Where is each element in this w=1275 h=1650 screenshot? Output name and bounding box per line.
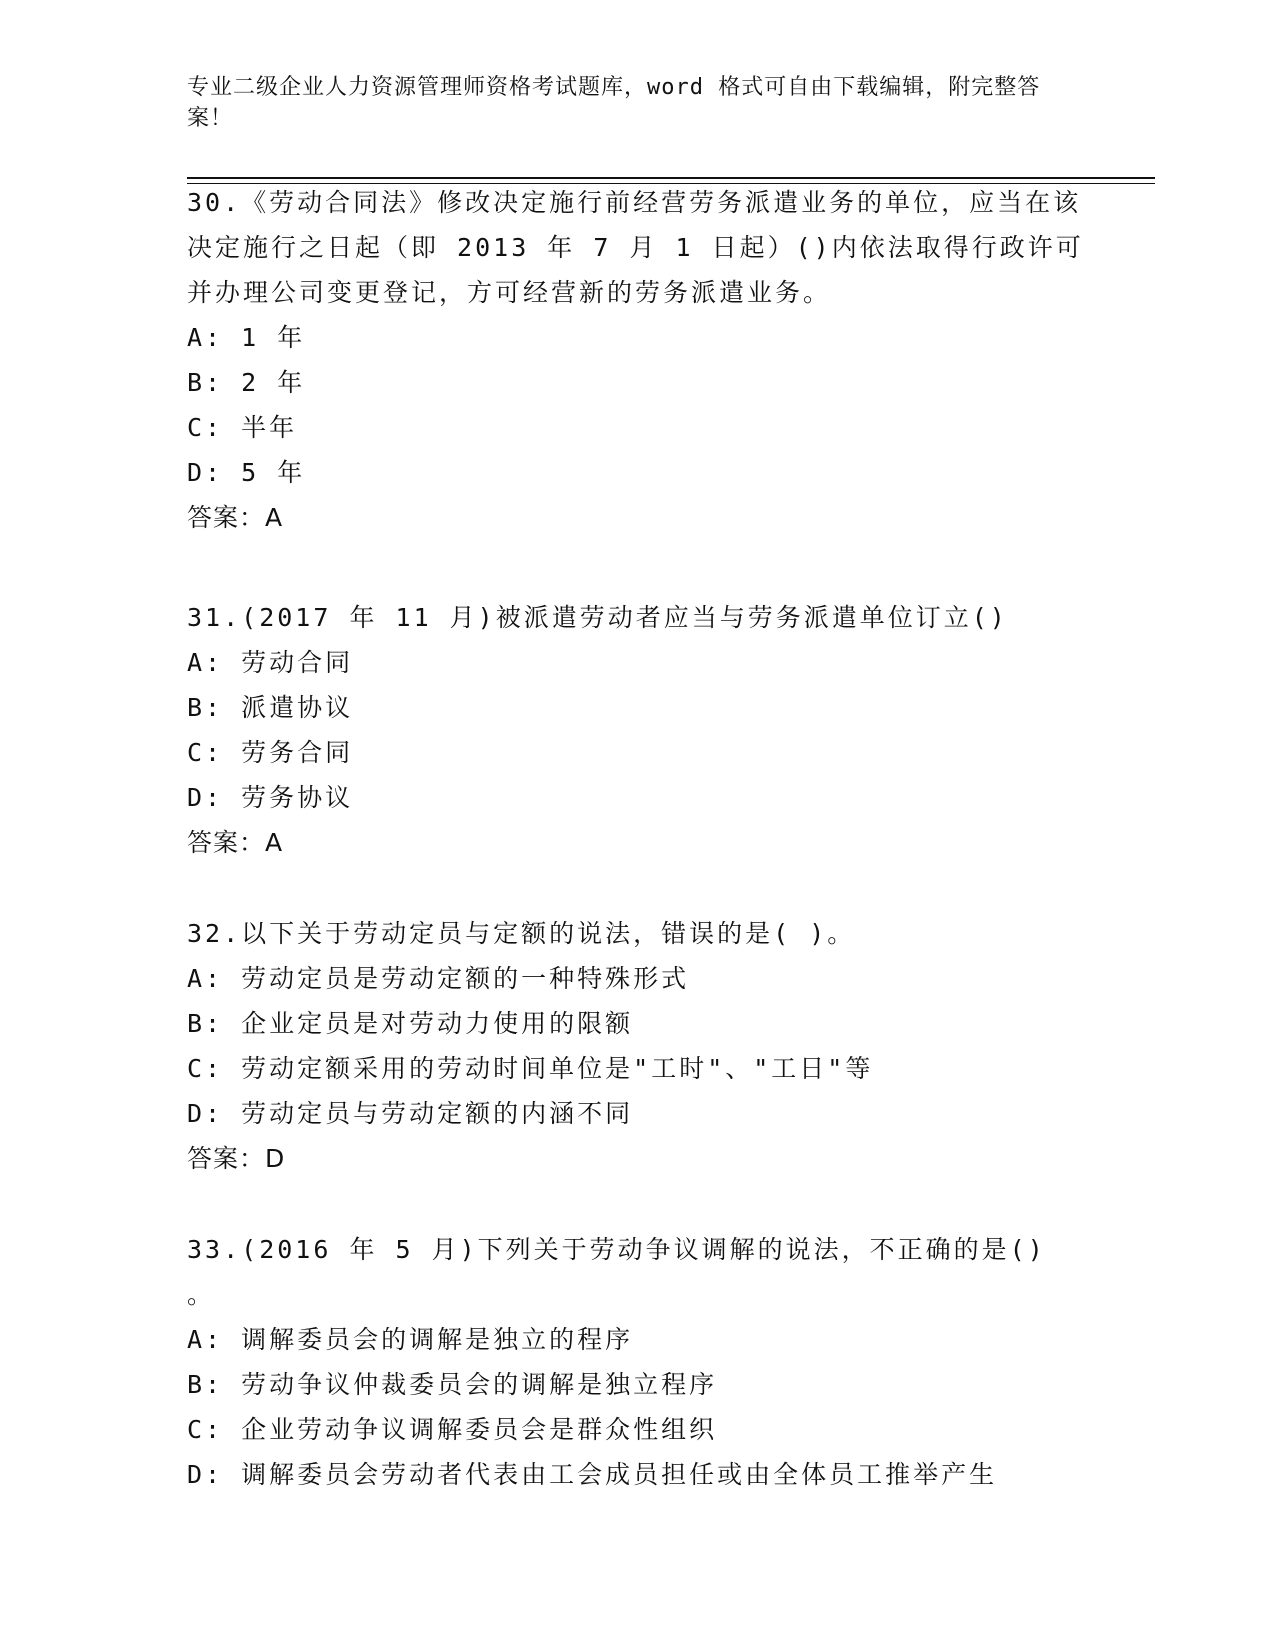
option-d: D: 劳动定员与劳动定额的内涵不同 [187,1099,634,1128]
option-c: C: 企业劳动争议调解委员会是群众性组织 [187,1415,718,1444]
option-b: B: 派遣协议 [187,693,354,722]
option-a: A: 1 年 [187,323,306,352]
option-a: A: 调解委员会的调解是独立的程序 [187,1325,634,1354]
answer-label: 答案：D [187,1144,286,1173]
answer-label: 答案：A [187,828,284,857]
question-33 [187,1227,1087,1497]
question-32 [187,911,1087,1181]
question-30 [187,180,1087,540]
question-stem: 33.(2016 年 5 月)下列关于劳动争议调解的说法，不正确的是() 。 [187,1235,1046,1309]
option-c: C: 劳动定额采用的劳动时间单位是"工时"、"工日"等 [187,1054,874,1083]
option-b: B: 2 年 [187,368,306,397]
question-31 [187,595,1087,865]
option-d: D: 劳务协议 [187,783,354,812]
option-d: D: 调解委员会劳动者代表由工会成员担任或由全体员工推举产生 [187,1460,998,1489]
option-d: D: 5 年 [187,458,306,487]
question-stem: 32.以下关于劳动定员与定额的说法，错误的是( )。 [187,919,856,948]
option-c: C: 劳务合同 [187,738,354,767]
option-a: A: 劳动定员是劳动定额的一种特殊形式 [187,964,690,993]
header-divider-thick [187,177,1155,179]
question-stem: 31.(2017 年 11 月)被派遣劳动者应当与劳务派遣单位订立() [187,603,1008,632]
option-b: B: 企业定员是对劳动力使用的限额 [187,1009,634,1038]
answer-label: 答案：A [187,503,284,532]
document-header: 专业二级企业人力资源管理师资格考试题库，word 格式可自由下载编辑，附完整答案！ [187,75,1041,131]
option-b: B: 劳动争议仲裁委员会的调解是独立程序 [187,1370,718,1399]
option-c: C: 半年 [187,413,298,442]
option-a: A: 劳动合同 [187,648,354,677]
question-stem: 30.《劳动合同法》修改决定施行前经营劳务派遣业务的单位，应当在该决定施行之日起（即 2013 年 7 月 1 日起）()内依法取得行政许可并办理公司变更登记，方可经营新的劳务派遣业务。 [187,188,1084,307]
